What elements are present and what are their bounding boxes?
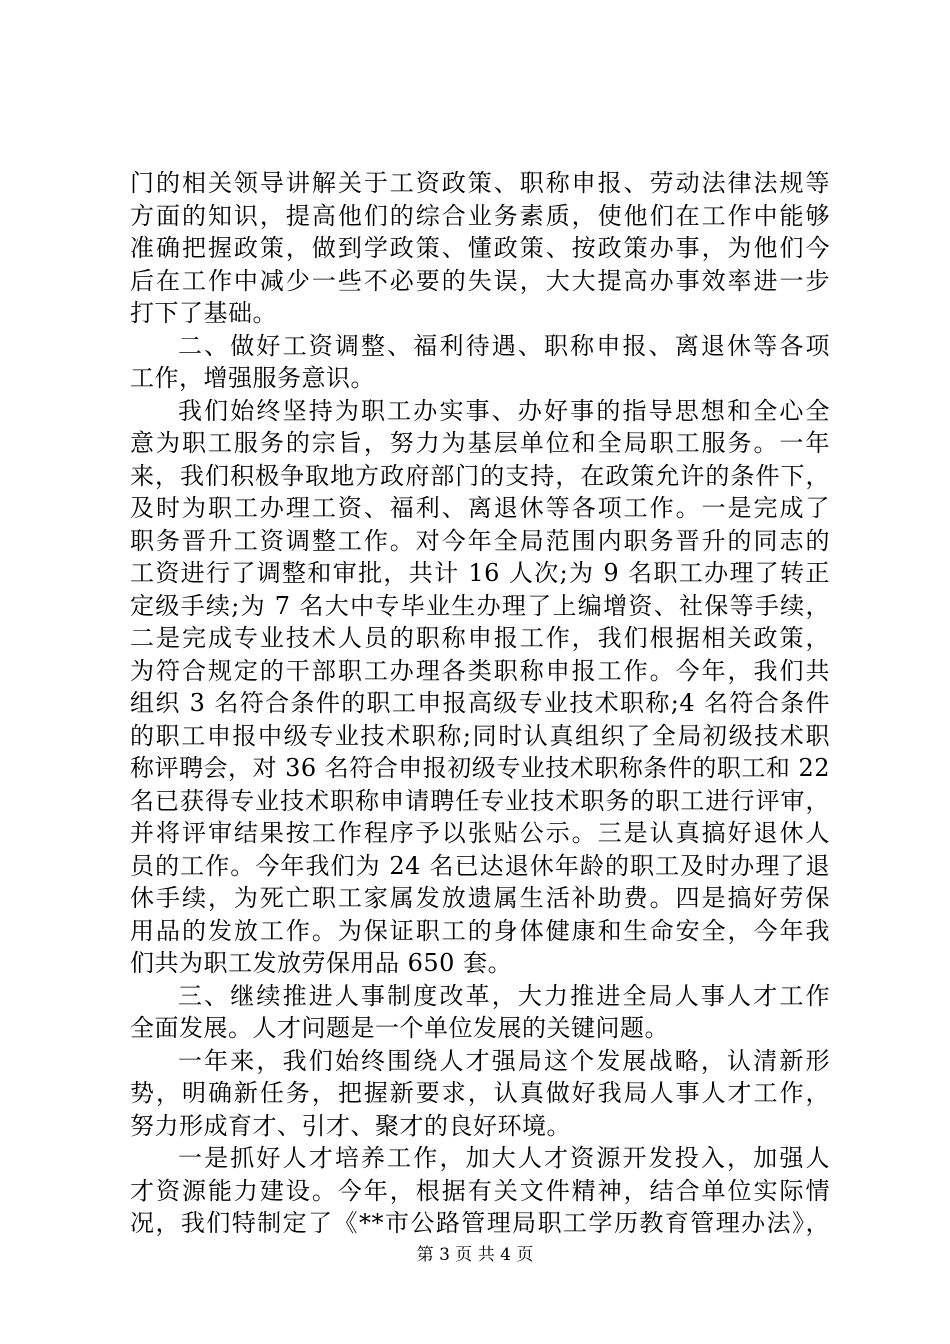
text-line: 休手续，为死亡职工家属发放遗属生活补助费。四是搞好劳保 <box>130 884 830 912</box>
text-line: 况，我们特制定了《**市公路管理局职工学历教育管理办法》， <box>130 1209 830 1237</box>
text-line: 才资源能力建设。今年，根据有关文件精神，结合单位实际情 <box>130 1176 830 1205</box>
text-line: 三、继续推进人事制度改革，大力推进全局人事人才工作 <box>178 981 830 1010</box>
text-line: 的职工申报中级专业技术职称;同时认真组织了全局初级技术职 <box>130 721 830 750</box>
text-line: 及时为职工办理工资、福利、离退休等各项工作。一是完成了 <box>130 494 830 522</box>
text-line: 努力形成育才、引才、聚才的良好环境。 <box>130 1111 571 1140</box>
text-line: 组织 3 名符合条件的职工申报高级专业技术职称;4 名符合条件 <box>130 689 830 717</box>
text-line: 工作，增强服务意识。 <box>130 364 375 392</box>
document-body <box>130 167 830 1240</box>
text-line: 员的工作。今年我们为 24 名已达退休年龄的职工及时办理了退 <box>130 851 830 880</box>
text-line: 称评聘会，对 36 名符合申报初级专业技术职称条件的职工和 22 <box>130 754 830 782</box>
text-line: 势，明确新任务，把握新要求，认真做好我局人事人才工作， <box>130 1079 830 1107</box>
text-line: 二是完成专业技术人员的职称申报工作，我们根据相关政策， <box>130 624 830 652</box>
text-line: 全面发展。人才问题是一个单位发展的关键问题。 <box>130 1014 669 1042</box>
text-line: 来，我们积极争取地方政府部门的支持，在政策允许的条件下， <box>130 461 830 490</box>
text-line: 并将评审结果按工作程序予以张贴公示。三是认真搞好退休人 <box>130 819 830 847</box>
text-line: 名已获得专业技术职称申请聘任专业技术职务的职工进行评审， <box>130 786 830 815</box>
text-line: 定级手续;为 7 名大中专毕业生办理了上编增资、社保等手续， <box>130 591 830 620</box>
text-line: 一年来，我们始终围绕人才强局这个发展战略，认清新形 <box>178 1046 830 1075</box>
text-line: 一是抓好人才培养工作，加大人才资源开发投入，加强人 <box>178 1144 830 1172</box>
text-line: 准确把握政策，做到学政策、懂政策、按政策办事，为他们今 <box>130 234 830 262</box>
text-line: 方面的知识，提高他们的综合业务素质，使他们在工作中能够 <box>130 201 830 230</box>
text-line: 们共为职工发放劳保用品 650 套。 <box>130 949 513 977</box>
text-line: 打下了基础。 <box>130 299 277 327</box>
text-line: 后在工作中减少一些不必要的失误，大大提高办事效率进一步 <box>130 266 830 295</box>
text-line: 职务晋升工资调整工作。对今年全局范围内职务晋升的同志的 <box>130 526 830 555</box>
text-line: 工资进行了调整和审批，共计 16 人次;为 9 名职工办理了转正 <box>130 559 830 587</box>
text-line: 用品的发放工作。为保证职工的身体健康和生命安全，今年我 <box>130 916 830 945</box>
text-line: 门的相关领导讲解关于工资政策、职称申报、劳动法律法规等 <box>130 169 830 197</box>
text-line: 二、做好工资调整、福利待遇、职称申报、离退休等各项 <box>178 331 830 360</box>
text-line: 意为职工服务的宗旨，努力为基层单位和全局职工服务。一年 <box>130 429 830 457</box>
text-line: 为符合规定的干部职工办理各类职称申报工作。今年，我们共 <box>130 656 830 685</box>
page-footer: 第 3 页 共 4 页 <box>416 1245 534 1265</box>
text-line: 我们始终坚持为职工办实事、办好事的指导思想和全心全 <box>178 396 830 425</box>
